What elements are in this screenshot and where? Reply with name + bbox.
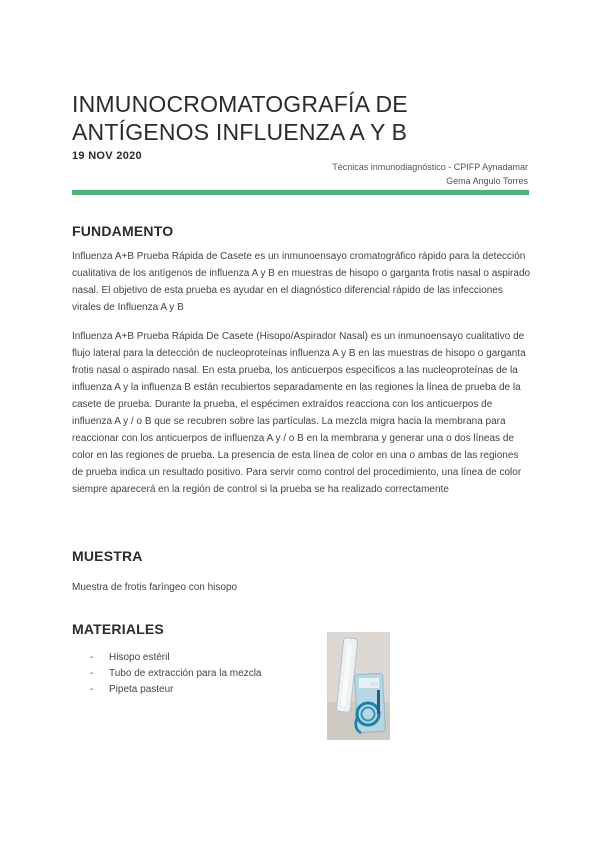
section-heading-fundamento: FUNDAMENTO <box>72 223 174 239</box>
list-item <box>90 650 262 666</box>
header-divider <box>72 190 529 195</box>
course-name: Técnicas inmunodiagnóstico - CPIFP Aynadamar <box>332 162 528 172</box>
list-item-text: Hisopo estéril <box>109 652 170 663</box>
fundamento-paragraph-2: Influenza A+B Prueba Rápida De Casete (Hisopo/Aspirador Nasal) es un inmunoensayo cualitativo de flujo lateral para la detección de nucleoproteínas influenza A y B en las muestras de hisopo o garganta frotis nasal o aspirado nasal. En esta prueba, los anticuerpos específicos a las nucleoproteínas de la influenza A y la influenza B están recubiertos separadamente en las regiones la línea de prueba de la casete de prueba. Durante la prueba, el espécimen extraídos reacciona con los anticuerpos de influenza A y / o B que se recubren sobre las partículas. La mezcla migra hacia la membrana para reaccionar con los anticuerpos de influenza A y / o B en la membrana y generar una o dos líneas de color en las regiones de prueba. La presencia de esta línea de color en una o ambas de las regiones de prueba indica un resultado positivo. Para servir como control del procedimiento, una línea de color siempre aparecerá en la región de control si la prueba se ha realizado correctamente <box>72 331 526 495</box>
author-name: Gema Angulo Torres <box>446 176 528 186</box>
document-date: 19 NOV 2020 <box>72 150 142 162</box>
list-bullet: - <box>90 652 94 663</box>
list-item-text: Pipeta pasteur <box>109 684 174 695</box>
test-kit-image <box>327 632 390 740</box>
title-line-2: ANTÍGENOS INFLUENZA A Y B <box>72 119 408 145</box>
materials-photo <box>327 632 390 740</box>
list-bullet: - <box>90 668 94 679</box>
list-item <box>90 682 262 698</box>
document-meta <box>332 160 528 188</box>
title-line-1: INMUNOCROMATOGRAFÍA DE <box>72 91 408 117</box>
list-item <box>90 666 262 682</box>
materials-list <box>90 650 262 698</box>
muestra-text: Muestra de frotis faríngeo con hisopo <box>72 582 238 593</box>
section-heading-muestra: MUESTRA <box>72 548 143 564</box>
section-heading-materiales: MATERIALES <box>72 621 164 637</box>
list-bullet: - <box>90 684 94 695</box>
document-title <box>72 90 532 146</box>
list-item-text: Tubo de extracción para la mezcla <box>109 668 262 679</box>
fundamento-paragraph-1: Influenza A+B Prueba Rápida de Casete es un inmunoensayo cromatográfico rápido para la detección cualitativa de los antígenos de influenza A y B en muestras de hisopo o garganta frotis nasal o aspirado nasal. El objetivo de esta prueba es ayudar en el diagnóstico diferencial rápido de las infecciones virales de Influenza A y B <box>72 251 531 313</box>
